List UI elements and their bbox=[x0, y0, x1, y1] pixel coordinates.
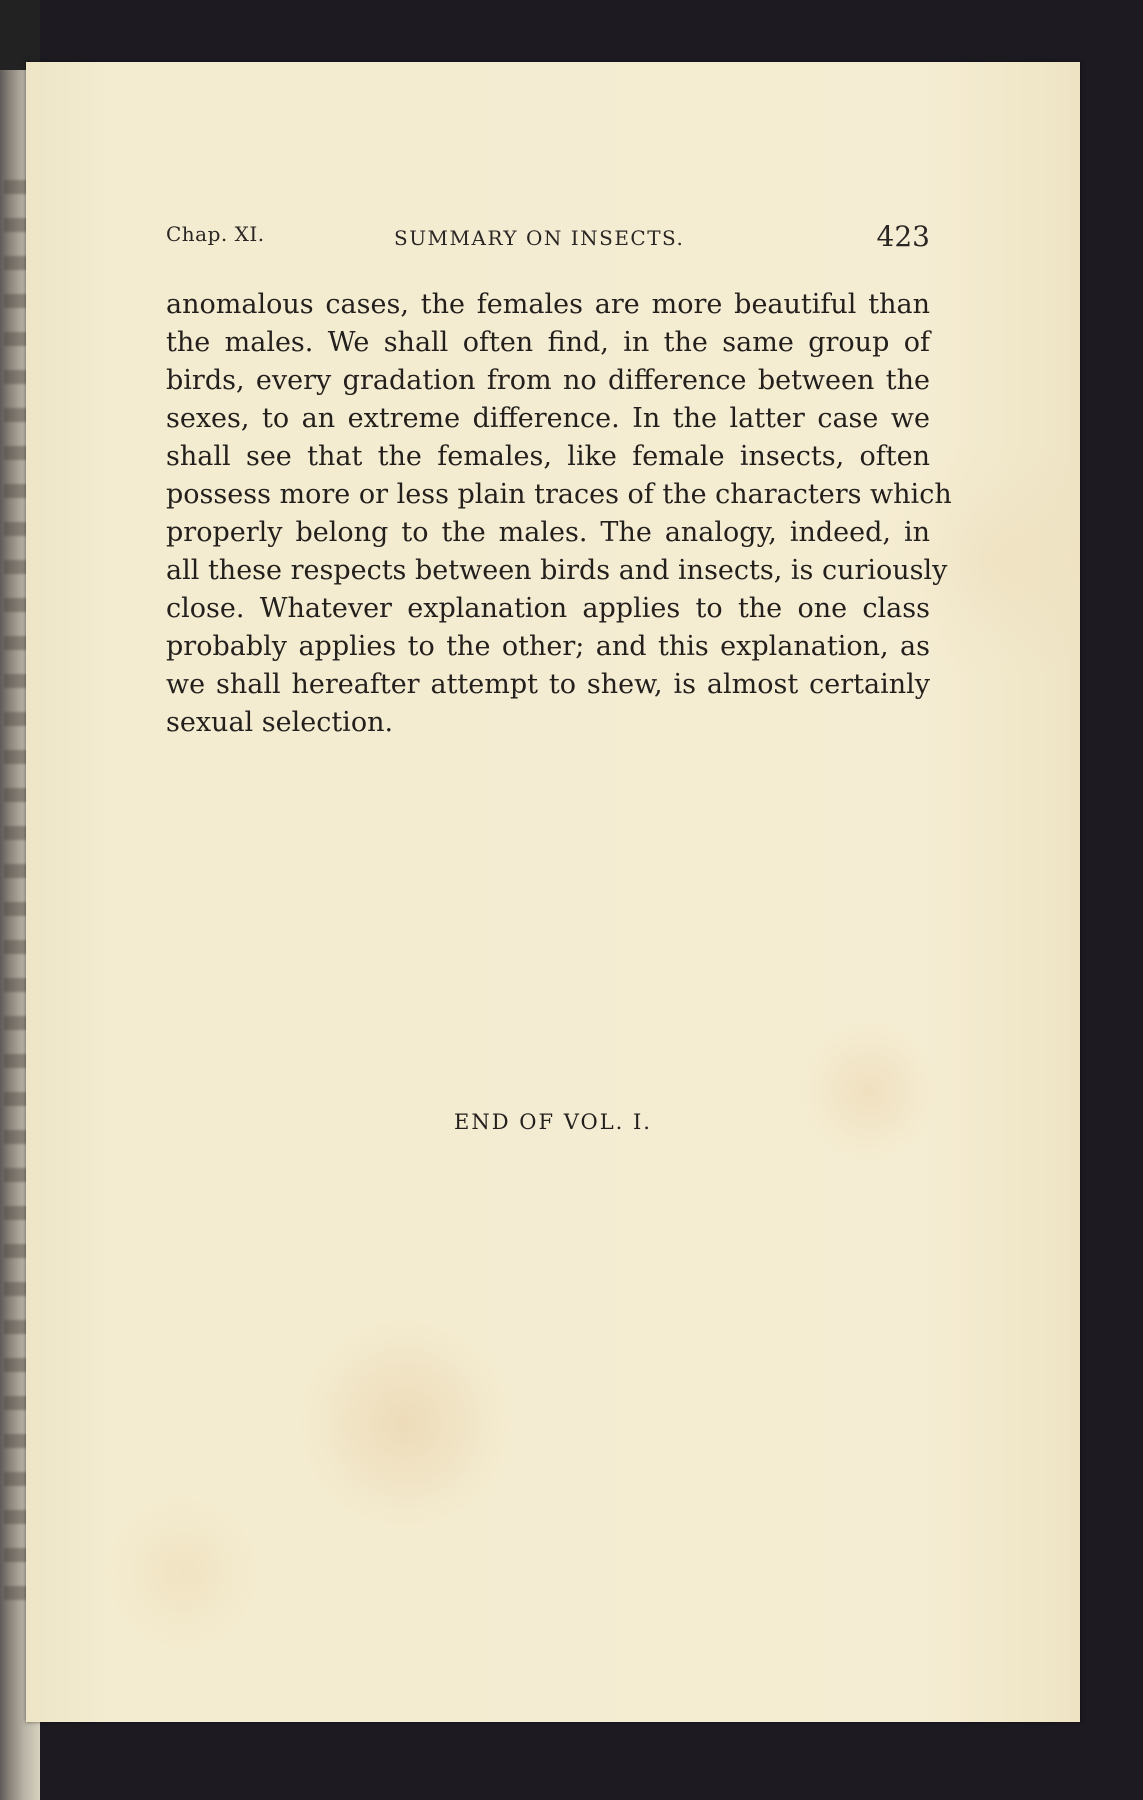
text-line: birds, every gradation from no difference between the bbox=[166, 365, 930, 396]
running-title: SUMMARY ON INSECTS. bbox=[394, 226, 685, 250]
text-line: anomalous cases, the females are more beautiful than bbox=[166, 289, 930, 320]
text-line: close. Whatever explanation applies to the one class bbox=[166, 593, 930, 624]
page-number: 423 bbox=[876, 220, 930, 253]
book-page bbox=[26, 62, 1080, 1722]
text-line: possess more or less plain traces of the characters which bbox=[166, 479, 952, 510]
book-spine bbox=[0, 0, 40, 70]
text-line: we shall hereafter attempt to shew, is almost certainly bbox=[166, 669, 930, 700]
chapter-label: Chap. XI. bbox=[166, 222, 265, 246]
text-line: shall see that the females, like female insects, often bbox=[166, 441, 930, 472]
text-line: all these respects between birds and insects, is curiously bbox=[166, 555, 948, 586]
text-line: sexes, to an extreme difference. In the latter case we bbox=[166, 403, 930, 434]
text-line: sexual selection. bbox=[166, 707, 394, 738]
text-line: properly belong to the males. The analogy, indeed, in bbox=[166, 517, 930, 548]
running-head bbox=[166, 222, 930, 258]
text-line: the males. We shall often find, in the same group of bbox=[166, 327, 930, 358]
body-paragraph bbox=[166, 286, 952, 742]
text-line: probably applies to the other; and this explanation, as bbox=[166, 631, 930, 662]
end-of-volume-mark: END OF VOL. I. bbox=[454, 1110, 652, 1134]
